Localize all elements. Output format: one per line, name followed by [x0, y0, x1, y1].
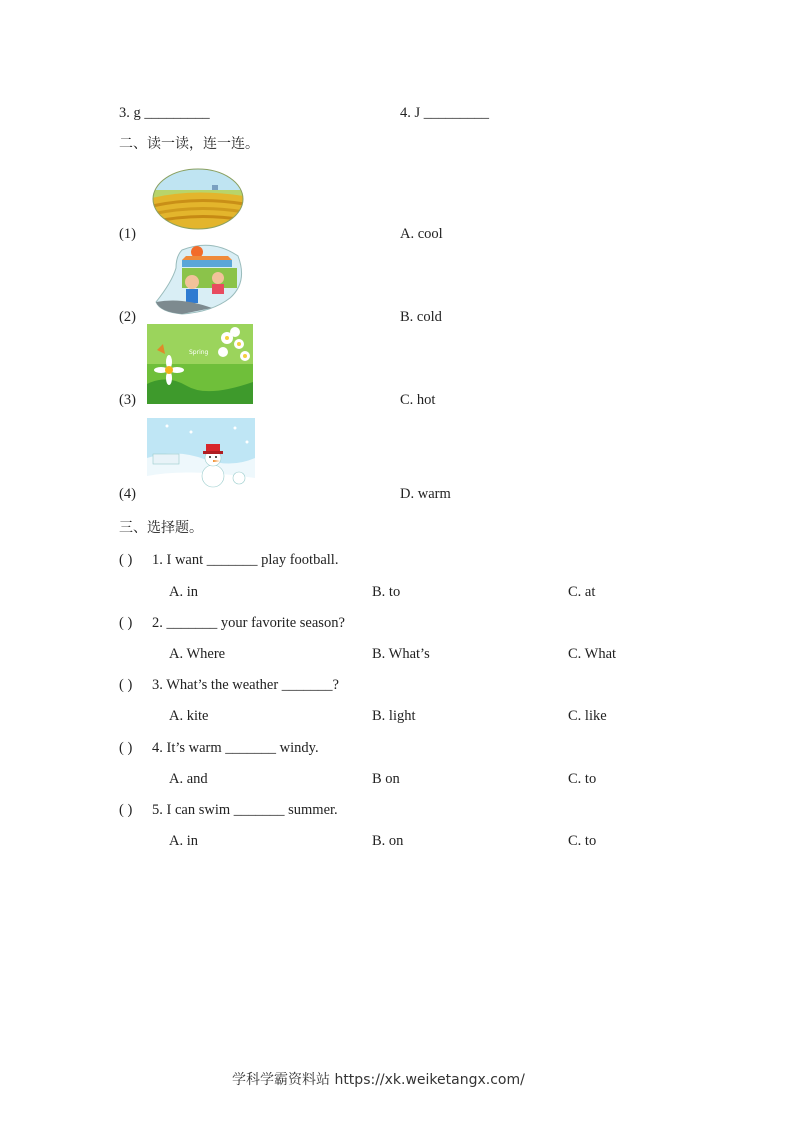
picture-number-3: (3) [119, 392, 136, 408]
question-3-option-b: B. light [372, 708, 416, 724]
answer-bracket-5[interactable]: ( ) [119, 802, 133, 818]
picture-number-4: (4) [119, 486, 136, 502]
question-4-option-c: C. to [568, 771, 597, 787]
question-1-text: 1. I want _______ play football. [152, 552, 339, 568]
section-3-heading: 三、选择题。 [119, 520, 203, 536]
question-2-text: 2. _______ your favorite season? [152, 615, 345, 631]
picture-number-1: (1) [119, 226, 136, 242]
answer-bracket-1[interactable]: ( ) [119, 552, 133, 568]
answer-bracket-4[interactable]: ( ) [119, 740, 133, 756]
question-5-option-a: A. in [169, 833, 198, 849]
question-5-option-b: B. on [372, 833, 404, 849]
word-option-c: C. hot [400, 392, 436, 408]
question-1-option-c: C. at [568, 584, 596, 600]
word-option-a: A. cool [400, 226, 443, 242]
winter-snowman-picture [147, 418, 255, 494]
question-4-text: 4. It’s warm _______ windy. [152, 740, 319, 756]
question-5-text: 5. I can swim _______ summer. [152, 802, 338, 818]
picture-number-2: (2) [119, 309, 136, 325]
writing-item-3: 3. g _________ [119, 105, 210, 121]
question-3-option-a: A. kite [169, 708, 209, 724]
question-2-option-c: C. What [568, 646, 617, 662]
question-4-option-b: B on [372, 771, 400, 787]
question-2-option-a: A. Where [169, 646, 226, 662]
question-4-option-a: A. and [169, 771, 208, 787]
spring-flowers-picture [147, 324, 253, 404]
question-1-option-b: B. to [372, 584, 401, 600]
footer-watermark: 学科学霸资料站 https://xk.weiketangx.com/ [232, 1072, 525, 1088]
question-2-option-b: B. What’s [372, 646, 430, 662]
word-option-d: D. warm [400, 486, 451, 502]
word-option-b: B. cold [400, 309, 442, 325]
question-1-option-a: A. in [169, 584, 198, 600]
question-3-option-c: C. like [568, 708, 607, 724]
question-5-option-c: C. to [568, 833, 597, 849]
section-2-heading: 二、读一读，连一连。 [119, 136, 259, 152]
autumn-field-picture [152, 168, 244, 230]
writing-item-4: 4. J _________ [400, 105, 490, 121]
answer-bracket-3[interactable]: ( ) [119, 677, 133, 693]
spring-caption: Spring [189, 349, 209, 356]
summer-beach-picture [152, 242, 244, 316]
answer-bracket-2[interactable]: ( ) [119, 615, 133, 631]
question-3-text: 3. What’s the weather _______? [152, 677, 339, 693]
